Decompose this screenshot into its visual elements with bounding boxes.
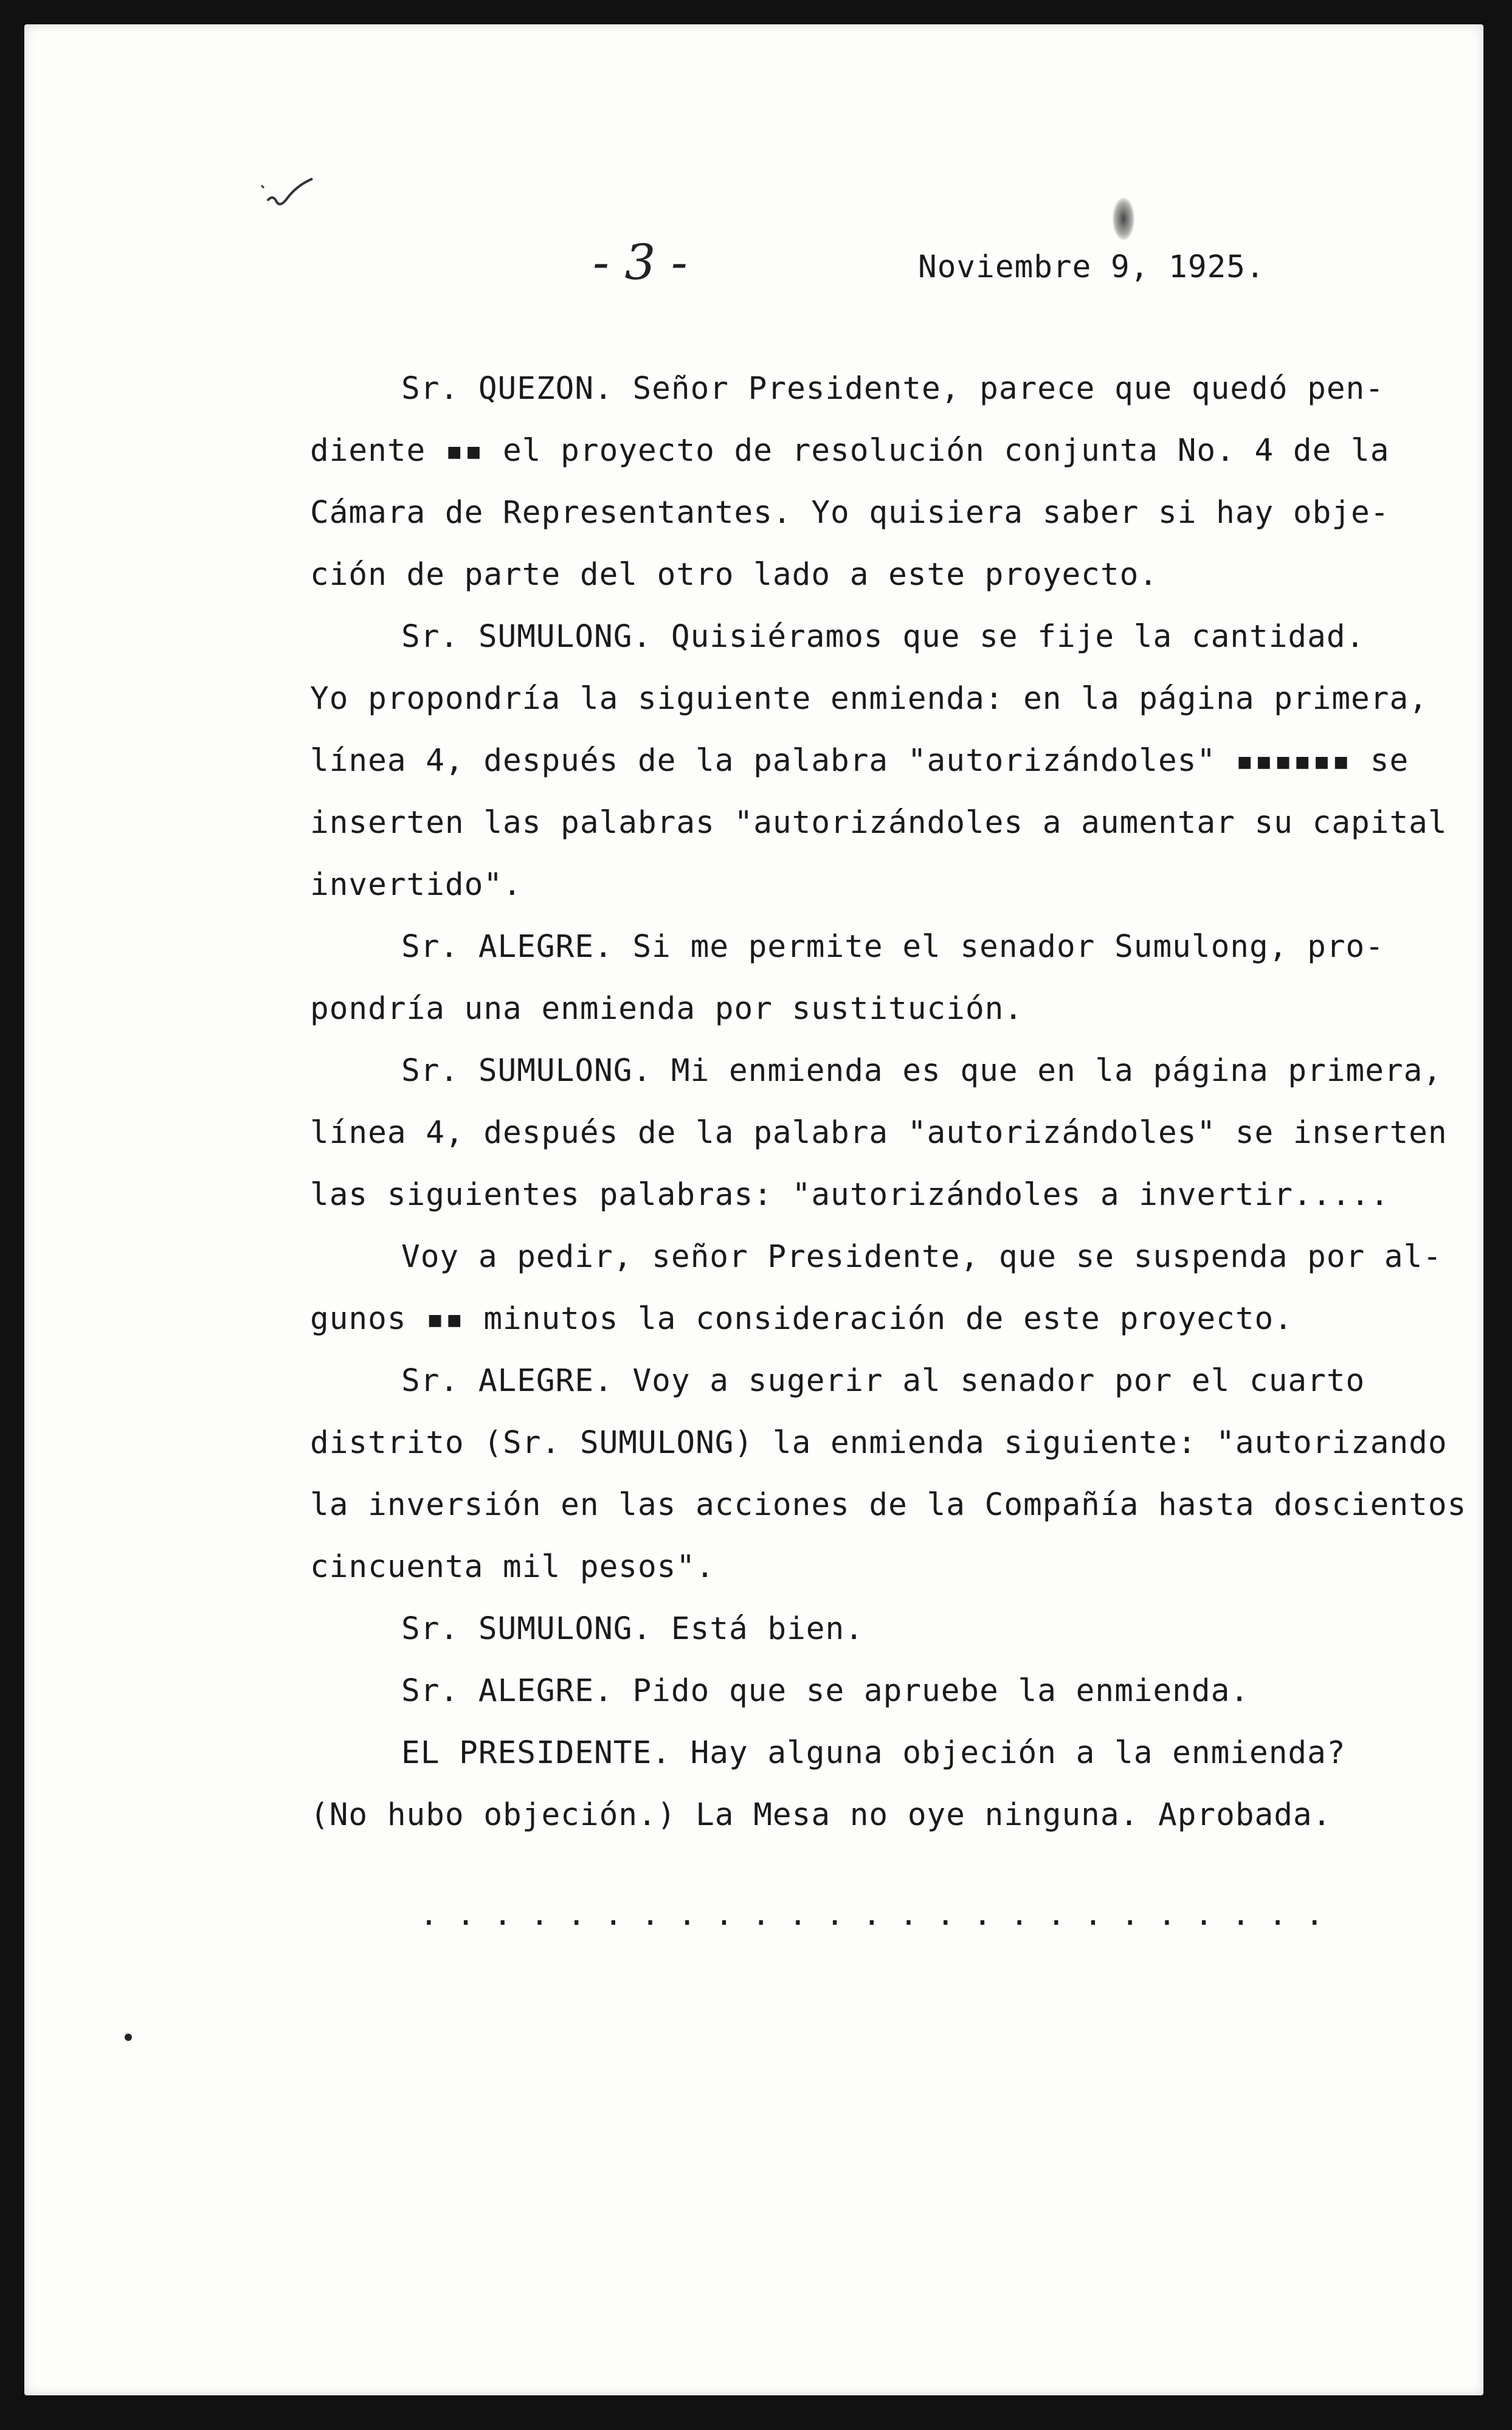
text-line: Sr. ALEGRE. Voy a sugerir al senador por el cuarto [401, 1363, 1365, 1399]
text-line: Cámara de Representantes. Yo quisiera saber si hay obje- [310, 495, 1390, 531]
text-line: Yo propondría la siguiente enmienda: en la página primera, [310, 681, 1428, 717]
margin-dot [125, 2034, 132, 2041]
text-line: Voy a pedir, señor Presidente, que se suspenda por al- [401, 1239, 1443, 1275]
text-line: EL PRESIDENTE. Hay alguna objeción a la enmienda? [401, 1735, 1346, 1771]
text-line: (No hubo objeción.) La Mesa no oye ninguna. Aprobada. [310, 1797, 1332, 1833]
text-line: distrito (Sr. SUMULONG) la enmienda siguiente: "autorizando [310, 1425, 1448, 1461]
text-line: cincuenta mil pesos". [310, 1549, 715, 1585]
page-number: - 3 - [593, 234, 688, 291]
text-line: línea 4, después de la palabra "autorizándoles" se inserten [310, 1115, 1448, 1151]
text-line: diente ▪▪ el proyecto de resolución conjunta No. 4 de la [310, 433, 1390, 469]
text-line: ción de parte del otro lado a este proyecto. [310, 557, 1159, 593]
text-line: Sr. ALEGRE. Si me permite el senador Sumulong, pro- [401, 929, 1384, 965]
text-line: invertido". [310, 867, 522, 903]
ink-smudge [1113, 198, 1134, 240]
text-line: Sr. SUMULONG. Quisiéramos que se fije la cantidad. [401, 619, 1365, 655]
text-line: Sr. SUMULONG. Mi enmienda es que en la página primera, [401, 1053, 1443, 1089]
text-line: Sr. QUEZON. Señor Presidente, parece que quedó pen- [401, 371, 1384, 407]
text-line: línea 4, después de la palabra "autorizándoles" ▪▪▪▪▪▪ se [310, 743, 1409, 779]
text-line: Sr. ALEGRE. Pido que se apruebe la enmienda. [401, 1673, 1250, 1709]
text-line: inserten las palabras "autorizándoles a aumentar su capital [310, 805, 1448, 841]
handwritten-mark-icon [255, 167, 334, 228]
dotted-separator: ......................... [419, 1897, 1342, 1933]
document-date: Noviembre 9, 1925. [918, 249, 1265, 285]
text-line: Sr. SUMULONG. Está bien. [401, 1611, 864, 1647]
text-line: gunos ▪▪ minutos la consideración de este proyecto. [310, 1301, 1293, 1337]
text-line: las siguientes palabras: "autorizándoles a invertir..... [310, 1177, 1390, 1213]
text-line: la inversión en las acciones de la Compañía hasta doscientos [310, 1487, 1467, 1523]
text-line: pondría una enmienda por sustitución. [310, 991, 1024, 1027]
document-page [24, 24, 1483, 2395]
